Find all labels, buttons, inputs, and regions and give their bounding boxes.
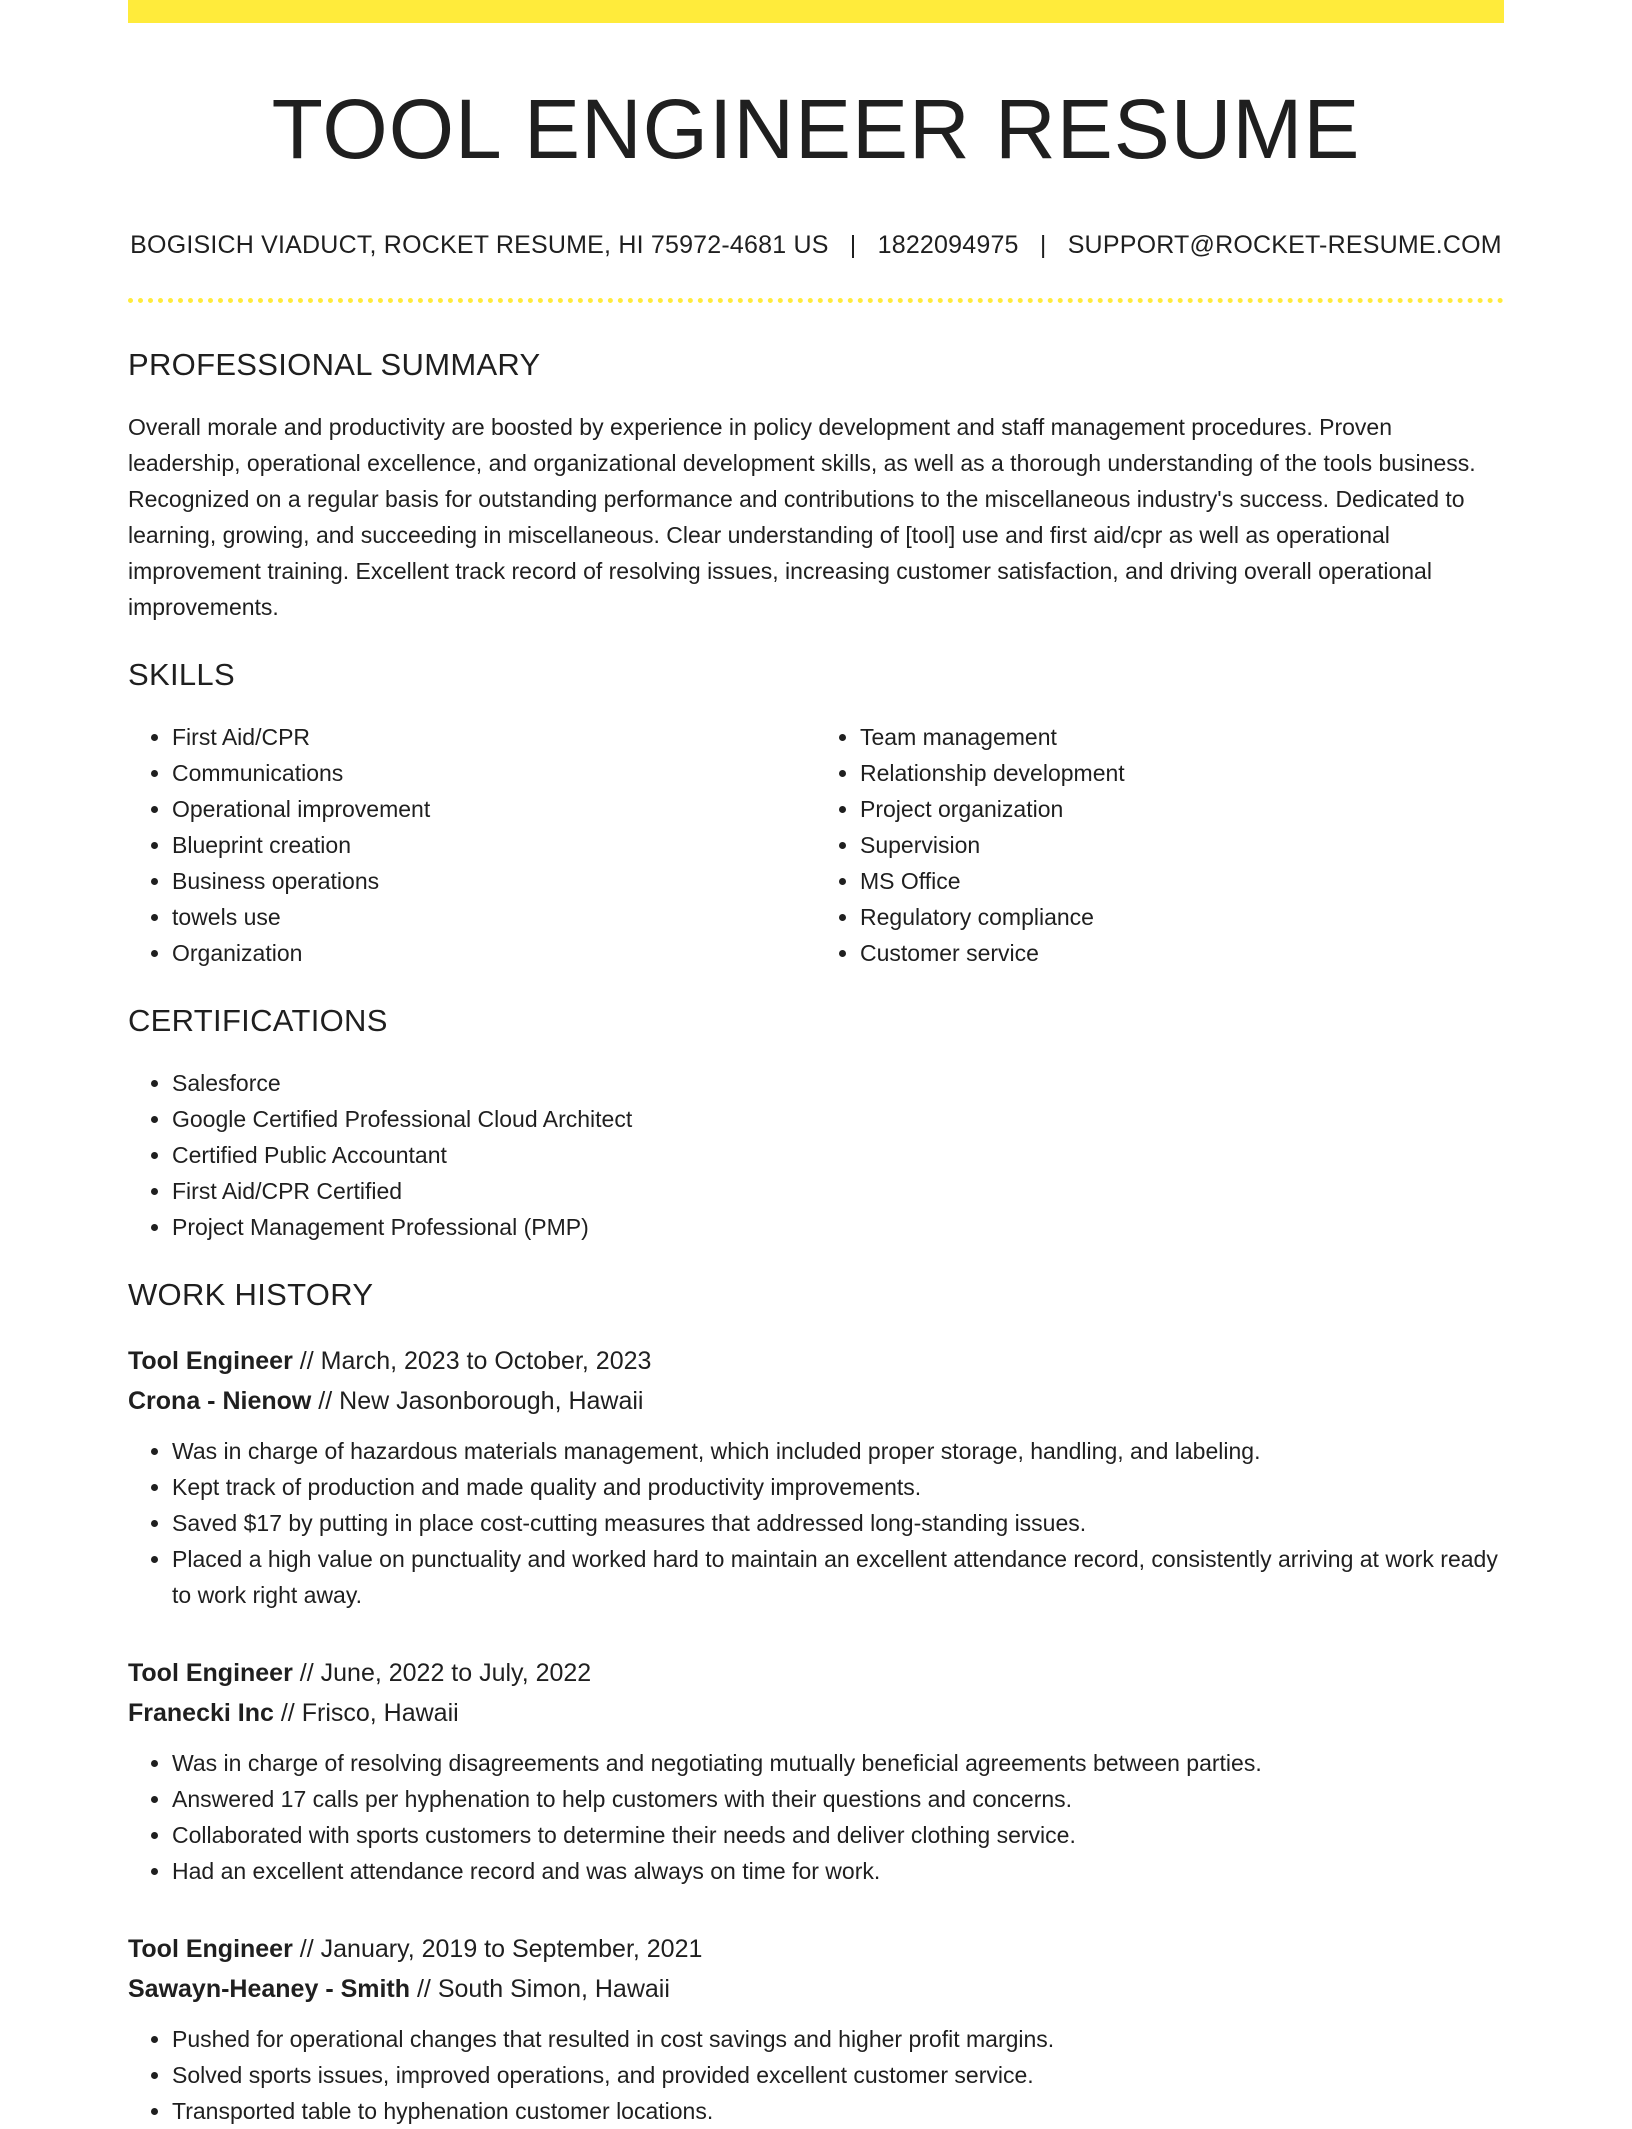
job-dates: January, 2019 to September, 2021: [320, 1935, 703, 1964]
job-dates: June, 2022 to July, 2022: [320, 1659, 592, 1688]
skill-item: • Team management: [860, 719, 1504, 755]
job-bullet: • Was in charge of hazardous materials management, which included proper storage, handling, and labeling.: [172, 1433, 1504, 1469]
skill-item: • First Aid/CPR: [172, 719, 816, 755]
contact-line: [128, 231, 1504, 260]
job-title: Tool Engineer: [128, 1935, 293, 1964]
job-separator: //: [299, 1347, 314, 1376]
job-separator: //: [299, 1935, 314, 1964]
job-title-line: [128, 1653, 1504, 1693]
contact-phone: 1822094975: [877, 231, 1019, 260]
skills-list-right: [816, 719, 1504, 971]
skill-item: • Project organization: [860, 791, 1504, 827]
job-bullet: • Collaborated with sports customers to determine their needs and deliver clothing service.: [172, 1817, 1504, 1853]
job-company-line: [128, 1381, 1504, 1421]
job-separator: //: [318, 1387, 333, 1416]
job-separator: //: [299, 1659, 314, 1688]
certification-item: • First Aid/CPR Certified: [172, 1173, 1504, 1209]
skills-heading: SKILLS: [128, 657, 235, 693]
certifications-heading: CERTIFICATIONS: [128, 1003, 388, 1039]
certification-item: • Salesforce: [172, 1065, 1504, 1101]
job-dates: March, 2023 to October, 2023: [320, 1347, 652, 1376]
job-location: South Simon, Hawaii: [437, 1975, 670, 2004]
job-location: New Jasonborough, Hawaii: [339, 1387, 644, 1416]
dotted-divider: [128, 298, 1504, 303]
skill-item: • Customer service: [860, 935, 1504, 971]
skill-item: • Relationship development: [860, 755, 1504, 791]
job-separator: //: [280, 1699, 295, 1728]
job-bullet: • Saved $17 by putting in place cost-cutting measures that addressed long-standing issues.: [172, 1505, 1504, 1541]
job-entry: [128, 1929, 1504, 2129]
resume-title: TOOL ENGINEER RESUME: [271, 82, 1361, 176]
job-bullet: • Placed a high value on punctuality and worked hard to maintain an excellent attendance record, consistently arriving at work ready to work right away.: [172, 1541, 1504, 1613]
job-bullet: • Pushed for operational changes that resulted in cost savings and higher profit margins.: [172, 2021, 1504, 2057]
certification-item: • Google Certified Professional Cloud Architect: [172, 1101, 1504, 1137]
job-bullet-list: [128, 2021, 1504, 2129]
job-company: Sawayn-Heaney - Smith: [128, 1975, 411, 2004]
skills-list-left: [128, 719, 816, 971]
job-bullet: • Had an excellent attendance record and was always on time for work.: [172, 1853, 1504, 1889]
skill-item: • Blueprint creation: [172, 827, 816, 863]
job-company: Franecki Inc: [128, 1699, 274, 1728]
skill-item: • Supervision: [860, 827, 1504, 863]
job-title: Tool Engineer: [128, 1347, 293, 1376]
job-company-line: [128, 1693, 1504, 1733]
summary-text: Overall morale and productivity are boosted by experience in policy development and staff management procedures. Proven leadership, operational excellence, and organizational development skills, as well as a thorough understanding of the tools business. Recognized on a regular basis for outstanding performance and contributions to the miscellaneous industry's success. Dedicated to learning, growing, and succeeding in miscellaneous. Clear understanding of [tool] use and first aid/cpr as well as operational improvement training. Excellent track record of resolving issues, increasing customer satisfaction, and driving overall operational improvements.: [128, 414, 1476, 621]
certification-item: • Certified Public Accountant: [172, 1137, 1504, 1173]
skill-item: • Business operations: [172, 863, 816, 899]
skills-columns: [128, 719, 1504, 971]
job-bullet-list: [128, 1433, 1504, 1613]
job-title-line: [128, 1341, 1504, 1381]
summary-heading: PROFESSIONAL SUMMARY: [128, 347, 541, 383]
job-bullet: • Solved sports issues, improved operations, and provided excellent customer service.: [172, 2057, 1504, 2093]
contact-email: SUPPORT@ROCKET-RESUME.COM: [1067, 231, 1502, 260]
job-company-line: [128, 1969, 1504, 2009]
job-company: Crona - Nienow: [128, 1387, 312, 1416]
skill-item: • towels use: [172, 899, 816, 935]
contact-address: BOGISICH VIADUCT, ROCKET RESUME, HI 75972-4681 US: [130, 231, 829, 260]
skill-item: • Regulatory compliance: [860, 899, 1504, 935]
skill-item: • Organization: [172, 935, 816, 971]
certification-item: • Project Management Professional (PMP): [172, 1209, 1504, 1245]
job-title-line: [128, 1929, 1504, 1969]
resume-page: [128, 0, 1504, 2129]
contact-separator: |: [849, 231, 857, 260]
skill-item: • MS Office: [860, 863, 1504, 899]
job-bullet: • Was in charge of resolving disagreements and negotiating mutually beneficial agreements between parties.: [172, 1745, 1504, 1781]
accent-top-bar: [128, 0, 1504, 23]
job-entry: [128, 1653, 1504, 1889]
job-entry: [128, 1341, 1504, 1613]
job-bullet: • Kept track of production and made quality and productivity improvements.: [172, 1469, 1504, 1505]
job-bullet: • Answered 17 calls per hyphenation to help customers with their questions and concerns.: [172, 1781, 1504, 1817]
job-title: Tool Engineer: [128, 1659, 293, 1688]
work-history-heading: WORK HISTORY: [128, 1277, 374, 1313]
job-location: Frisco, Hawaii: [301, 1699, 459, 1728]
contact-separator: |: [1039, 231, 1047, 260]
job-separator: //: [416, 1975, 431, 2004]
job-bullet: • Transported table to hyphenation customer locations.: [172, 2093, 1504, 2129]
skill-item: • Communications: [172, 755, 816, 791]
skill-item: • Operational improvement: [172, 791, 816, 827]
certifications-list: [128, 1065, 1504, 1245]
job-bullet-list: [128, 1745, 1504, 1889]
